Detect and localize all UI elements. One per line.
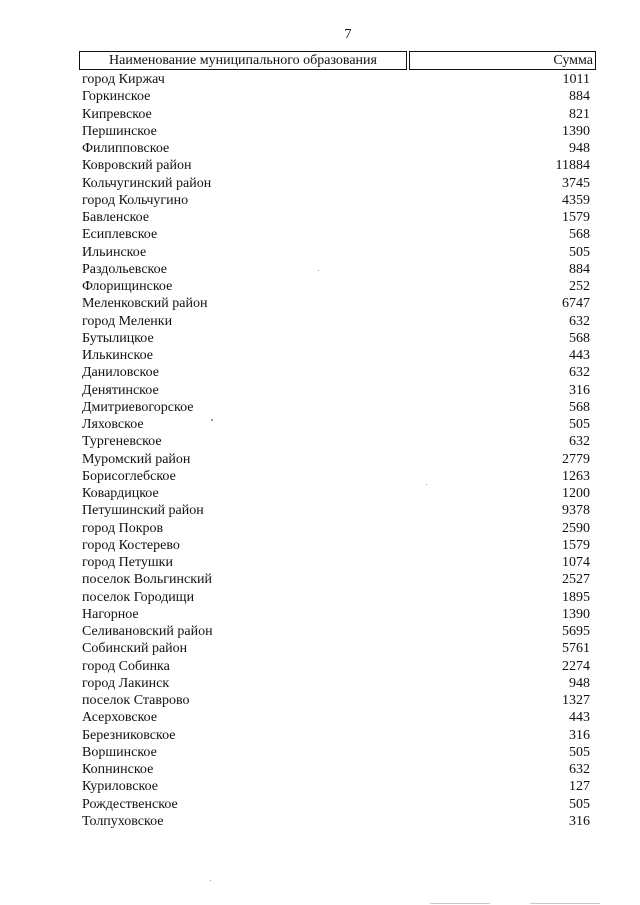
municipality-sum: 4359 <box>562 192 590 208</box>
table-row <box>82 106 590 123</box>
municipality-name: Кольчугинский район <box>82 175 212 191</box>
municipality-name: Флорищинское <box>82 279 173 294</box>
column-header-sum <box>409 51 596 70</box>
table-row <box>82 589 590 606</box>
scan-speck <box>426 484 427 485</box>
scan-edge-line <box>430 903 490 904</box>
table-row <box>82 226 590 243</box>
municipality-name: город Лакинск <box>82 675 170 691</box>
table-row <box>82 433 590 450</box>
municipality-sum: 316 <box>569 727 590 743</box>
municipality-sum: 632 <box>569 365 590 381</box>
table-row <box>82 485 590 502</box>
page-number: 7 <box>344 27 352 42</box>
table-row <box>82 313 590 330</box>
table-row <box>82 796 590 813</box>
municipality-name: Меленковский район <box>82 296 208 312</box>
municipality-name: Бутылицкое <box>82 330 154 346</box>
table-row <box>82 744 590 761</box>
table-row <box>82 416 590 433</box>
municipality-sum: 1895 <box>562 589 590 605</box>
table-row <box>82 399 590 416</box>
municipality-sum: 1579 <box>562 210 590 225</box>
municipality-sum: 632 <box>569 313 590 329</box>
scan-edge-line <box>530 903 600 904</box>
municipality-sum: 3745 <box>562 175 590 191</box>
scan-speck <box>211 419 213 421</box>
municipality-name: Копнинское <box>82 762 154 777</box>
municipality-sum: 316 <box>569 382 590 398</box>
municipality-name: Рождественское <box>82 796 178 812</box>
municipality-sum: 2274 <box>562 658 590 674</box>
municipality-name: поселок Вольгинский <box>82 572 212 588</box>
municipality-sum: 1390 <box>562 606 590 622</box>
municipality-name: Асерховское <box>82 710 158 726</box>
municipality-name: Петушинский район <box>82 503 204 519</box>
table-header <box>79 51 596 70</box>
table-row <box>82 278 590 295</box>
municipality-sum: 127 <box>569 779 590 795</box>
table-row <box>82 658 590 675</box>
municipality-name: Даниловское <box>82 365 159 381</box>
table-row <box>82 451 590 468</box>
municipality-name: Борисоглебское <box>82 468 176 484</box>
municipality-sum: 6747 <box>562 296 590 312</box>
municipality-name: Денятинское <box>82 382 159 398</box>
municipality-sum: 884 <box>569 89 590 105</box>
municipality-sum: 2527 <box>562 572 590 588</box>
municipality-name: Нагорное <box>82 606 139 622</box>
municipality-name: город Костерево <box>82 537 180 553</box>
municipality-name: Илькинское <box>82 348 153 363</box>
table-row <box>82 640 590 657</box>
municipality-name: поселок Городищи <box>82 589 195 605</box>
municipality-name: Кипревское <box>82 106 152 122</box>
municipality-name: Куриловское <box>82 779 158 795</box>
table-row <box>82 606 590 623</box>
municipality-sum: 632 <box>569 762 590 777</box>
municipality-sum: 884 <box>569 261 590 277</box>
municipality-name: поселок Ставрово <box>82 693 190 708</box>
municipality-sum: 505 <box>569 417 590 432</box>
municipality-name: Толпуховское <box>82 813 164 829</box>
municipality-sum: 252 <box>569 279 590 294</box>
table-row <box>82 813 590 830</box>
table-row <box>82 261 590 278</box>
municipality-sum: 443 <box>569 348 590 363</box>
municipality-name: город Меленки <box>82 313 173 329</box>
table-row <box>82 71 590 88</box>
table-row <box>82 209 590 226</box>
municipality-sum: 5695 <box>562 624 590 639</box>
municipality-name: Ковардицкое <box>82 486 159 501</box>
municipality-sum: 2779 <box>562 451 590 467</box>
municipality-name: Ляховское <box>82 417 144 432</box>
municipality-name: город Кольчугино <box>82 192 189 208</box>
table-row <box>82 675 590 692</box>
table-row <box>82 88 590 105</box>
municipality-name: Ковровский район <box>82 158 192 174</box>
municipality-sum: 1200 <box>562 486 590 501</box>
municipality-name: Ильинское <box>82 244 147 260</box>
municipality-sum: 1011 <box>562 72 590 87</box>
table-row <box>82 175 590 192</box>
municipality-sum: 505 <box>569 744 590 760</box>
column-header-name: Наименование муниципального образования <box>79 51 407 70</box>
table-row <box>82 364 590 381</box>
municipality-name: Бавленское <box>82 210 150 225</box>
municipality-sum: 505 <box>569 796 590 812</box>
municipality-name: Селивановский район <box>82 624 213 639</box>
municipality-name: Собинский район <box>82 641 188 657</box>
municipality-name: Першинское <box>82 123 157 139</box>
table-row <box>82 571 590 588</box>
table-row <box>82 330 590 347</box>
municipality-name: Есиплевское <box>82 227 158 243</box>
municipality-sum: 11884 <box>555 158 590 174</box>
municipality-sum: 1074 <box>562 555 590 570</box>
municipality-name: город Покров <box>82 520 164 536</box>
table-row <box>82 244 590 261</box>
municipality-sum: 568 <box>569 227 590 243</box>
municipality-name: Раздольевское <box>82 261 168 277</box>
table-row <box>82 123 590 140</box>
table-row <box>82 157 590 174</box>
municipality-sum: 948 <box>569 141 590 156</box>
municipality-name: город Киржач <box>82 72 165 87</box>
municipality-name: Филипповское <box>82 141 170 156</box>
table-row <box>82 727 590 744</box>
table-row <box>82 778 590 795</box>
municipality-name: Дмитриевогорское <box>82 399 194 415</box>
table-row <box>82 347 590 364</box>
table-row <box>82 623 590 640</box>
municipality-sum: 316 <box>569 813 590 829</box>
table-row <box>82 192 590 209</box>
table-row <box>82 692 590 709</box>
table-row <box>82 709 590 726</box>
municipality-sum: 568 <box>569 399 590 415</box>
municipality-sum: 9378 <box>562 503 590 519</box>
municipality-sum: 2590 <box>562 520 590 536</box>
table-row <box>82 295 590 312</box>
table-row <box>82 537 590 554</box>
table-body <box>82 71 590 830</box>
table-row <box>82 520 590 537</box>
municipality-sum: 1579 <box>562 537 590 553</box>
municipality-name: Тургеневское <box>82 434 162 450</box>
table-row <box>82 761 590 778</box>
municipality-name: Березниковское <box>82 727 176 743</box>
table-row <box>82 382 590 399</box>
table-row <box>82 554 590 571</box>
table-row <box>82 140 590 157</box>
table-row <box>82 502 590 519</box>
municipality-sum: 568 <box>569 330 590 346</box>
scan-speck <box>210 880 211 881</box>
municipality-sum: 948 <box>569 675 590 691</box>
municipality-sum: 443 <box>569 710 590 726</box>
municipality-name: Горкинское <box>82 89 151 105</box>
municipality-sum: 632 <box>569 434 590 450</box>
table-row <box>82 468 590 485</box>
municipality-sum: 5761 <box>562 641 590 657</box>
municipality-sum: 821 <box>569 106 590 122</box>
municipality-sum: 1327 <box>562 693 590 708</box>
municipality-name: Муромский район <box>82 451 191 467</box>
municipality-name: Воршинское <box>82 744 157 760</box>
scan-speck <box>318 270 319 271</box>
municipality-name: город Петушки <box>82 555 173 570</box>
municipality-name: город Собинка <box>82 658 170 674</box>
municipality-sum: 1263 <box>562 468 590 484</box>
municipality-sum: 505 <box>569 244 590 260</box>
column-header-sum-label: Сумма <box>553 53 593 68</box>
municipality-sum: 1390 <box>562 123 590 139</box>
